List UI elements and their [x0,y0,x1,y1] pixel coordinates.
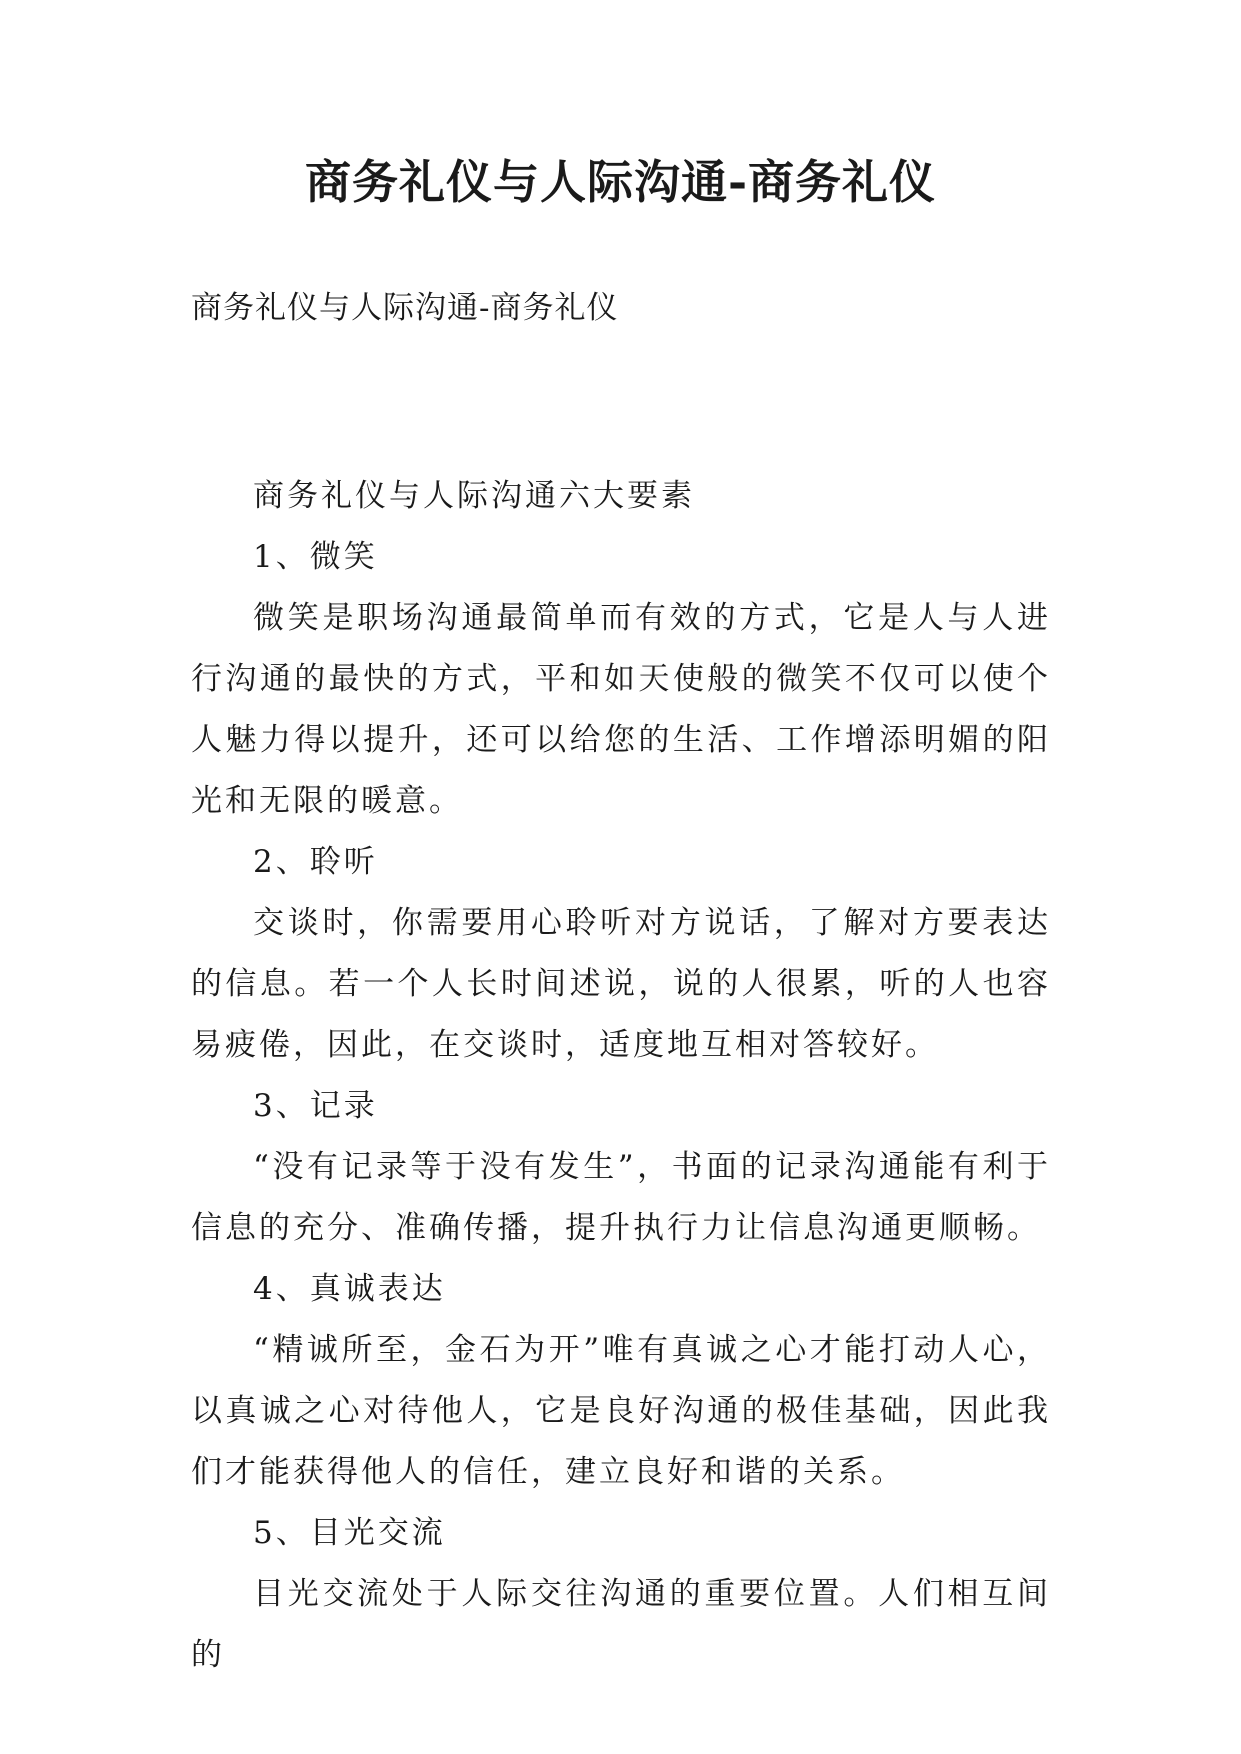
item-heading-listen: 2、聆听 [253,844,378,880]
paragraph-sincere: “精诚所至，金石为开”唯有真诚之心才能打动人心，以真诚之心对待他人，它是良好沟通的极佳基础，因此我们才能获得他人的信任，建立良好和谐的关系。 [191,1332,1051,1490]
document-subtitle: 商务礼仪与人际沟通-商务礼仪 [191,290,619,326]
paragraph-smile: 微笑是职场沟通最简单而有效的方式，它是人与人进行沟通的最快的方式，平和如天使般的微笑不仅可以使个人魅力得以提升，还可以给您的生活、工作增添明媚的阳光和无限的暖意。 [191,600,1051,819]
item-heading-sincere: 4、真诚表达 [253,1271,446,1307]
item-heading-eye-contact: 5、目光交流 [253,1515,446,1551]
item-heading-smile: 1、微笑 [253,539,378,575]
section-heading: 商务礼仪与人际沟通六大要素 [253,478,695,514]
item-heading-record: 3、记录 [253,1088,378,1124]
document-title: 商务礼仪与人际沟通-商务礼仪 [304,155,937,209]
paragraph-eye-contact: 目光交流处于人际交往沟通的重要位置。人们相互间的 [191,1576,1051,1673]
paragraph-listen: 交谈时，你需要用心聆听对方说话，了解对方要表达的信息。若一个人长时间述说，说的人很累，听的人也容易疲倦，因此，在交谈时，适度地互相对答较好。 [191,905,1051,1063]
paragraph-record: “没有记录等于没有发生”，书面的记录沟通能有利于信息的充分、准确传播，提升执行力让信息沟通更顺畅。 [191,1149,1051,1246]
document-body [191,466,1051,1686]
